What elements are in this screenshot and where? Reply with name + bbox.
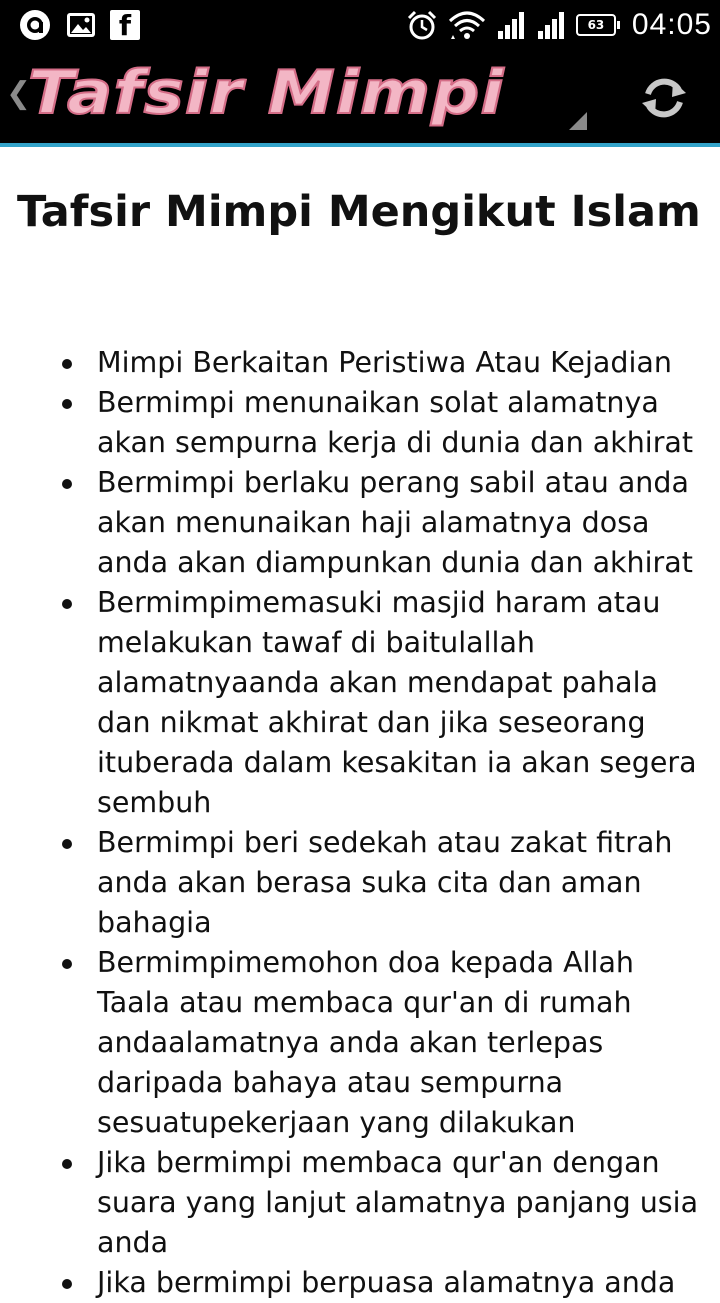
list-item: Mimpi Berkaitan Peristiwa Atau Kejadian xyxy=(97,343,720,383)
wifi-icon xyxy=(448,9,486,41)
dream-interpretation-list xyxy=(0,343,720,1303)
refresh-icon xyxy=(639,73,689,127)
system-icons xyxy=(406,7,712,43)
spinner-indicator-icon xyxy=(569,112,587,130)
list-item: Bermimpi beri sedekah atau zakat fitrah anda akan berasa suka cita dan aman bahagia xyxy=(97,823,720,943)
signal-icon xyxy=(536,9,566,41)
app-notification-icon xyxy=(18,8,52,42)
facebook-letter: f xyxy=(118,9,132,42)
list-item: Bermimpimemasuki masjid haram atau melakukan tawaf di baitulallah alamatnyaanda akan mendapat pahala dan nikmat akhirat dan jika seseorang ituberada dalam kesakitan ia akan segera sembuh xyxy=(97,583,720,823)
image-notification-icon xyxy=(66,12,96,38)
action-bar xyxy=(0,50,720,143)
list-item: Jika bermimpi berpuasa alamatnya anda xyxy=(97,1263,720,1303)
app-title[interactable]: Tafsir Mimpi xyxy=(28,58,505,128)
battery-icon xyxy=(576,14,616,36)
list-item: Bermimpi berlaku perang sabil atau anda akan menunaikan haji alamatnya dosa anda akan diampunkan dunia dan akhirat xyxy=(97,463,720,583)
alarm-icon xyxy=(406,9,438,41)
signal-icon xyxy=(496,9,526,41)
list-item: Bermimpi menunaikan solat alamatnya akan sempurna kerja di dunia dan akhirat xyxy=(97,383,720,463)
page-title: Tafsir Mimpi Mengikut Islam xyxy=(17,187,701,237)
status-bar xyxy=(0,0,720,50)
battery-level: 63 xyxy=(587,18,605,32)
notification-icons xyxy=(18,7,140,43)
clock: 04:05 xyxy=(631,8,712,41)
list-item: Jika bermimpi membaca qur'an dengan suara yang lanjut alamatnya panjang usia anda xyxy=(97,1143,720,1263)
refresh-button[interactable] xyxy=(630,70,698,130)
chevron-left-icon[interactable]: ❮ xyxy=(6,76,32,111)
facebook-icon xyxy=(110,10,140,40)
article-content[interactable] xyxy=(0,147,720,1299)
list-item: Bermimpimemohon doa kepada Allah Taala atau membaca qur'an di rumah andaalamatnya anda akan terlepas daripada bahaya atau sempurna sesuatupekerjaan yang dilakukan xyxy=(97,943,720,1143)
